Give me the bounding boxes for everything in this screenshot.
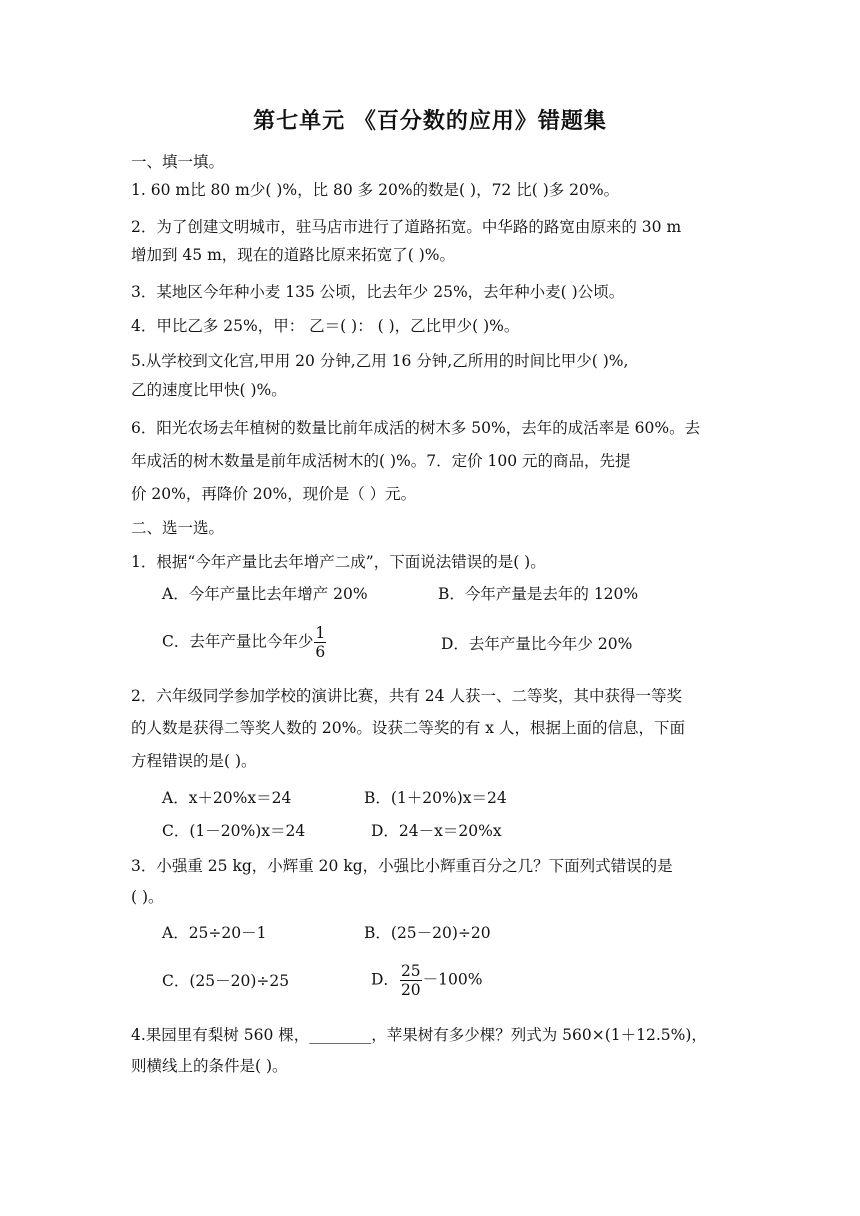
fill-question-1: 1. 60 m比 80 m少( )%，比 80 多 20%的数是( )，72 比( )多 20%。 (131, 181, 620, 199)
choice-question-2-line3: 方程错误的是( )。 (131, 752, 257, 770)
choice-3-option-d (371, 962, 483, 999)
choice-2-option-d: D．24－x＝20%x (371, 822, 502, 840)
choice-3-option-c: C．(25－20)÷25 (162, 972, 290, 990)
choice-1-option-d: D．去年产量比今年少 20% (441, 635, 633, 653)
choice-question-3-line2: ( )。 (131, 888, 164, 906)
choice-1-option-c-text: C．去年产量比今年少 (162, 632, 314, 651)
fraction-numerator: 25 (400, 962, 421, 980)
choice-question-4-line2: 则横线上的条件是( )。 (131, 1057, 288, 1075)
choice-1-option-b: B．今年产量是去年的 120% (438, 585, 639, 603)
choice-2-option-a: A．x＋20%x＝24 (162, 789, 292, 807)
fill-question-2-line2: 增加到 45 m，现在的道路比原来拓宽了( )%。 (131, 246, 456, 264)
fill-question-4: 4．甲比乙多 25%，甲： 乙＝( )： ( )，乙比甲少( )%。 (131, 317, 520, 335)
choice-1-option-c (162, 624, 327, 661)
fill-question-5-line1: 5.从学校到文化宫,甲用 20 分钟,乙用 16 分钟,乙所用的时间比甲少( )%, (131, 352, 629, 370)
choice-question-4-line1: 4.果园里有梨树 560 棵，________，苹果树有多少棵？列式为 560×(1＋12.5%)， (131, 1026, 707, 1044)
fraction-25-over-20 (400, 962, 422, 999)
fraction-numerator: 1 (315, 624, 326, 642)
fill-question-5-line2: 乙的速度比甲快( )%。 (131, 381, 287, 399)
choice-2-option-c: C．(1－20%)x＝24 (162, 822, 306, 840)
choice-3-option-d-tail: －100% (422, 970, 483, 989)
fill-question-3: 3．某地区今年种小麦 135 公顷，比去年少 25%，去年种小麦( )公顷。 (131, 283, 625, 301)
choice-3-option-a: A．25÷20－1 (162, 924, 267, 942)
choice-question-3-line1: 3．小强重 25 kg，小辉重 20 kg，小强比小辉重百分之几？下面列式错误的是 (131, 857, 673, 875)
choice-3-option-b: B．(25－20)÷20 (364, 924, 491, 942)
fill-question-6-line1: 6．阳光农场去年植树的数量比前年成活的树木多 50%，去年的成活率是 60%。去 (131, 419, 701, 437)
fill-question-6-line3: 价 20%，再降价 20%，现价是（ ）元。 (131, 485, 417, 503)
fraction-one-sixth (314, 624, 326, 661)
choice-question-2-line2: 的人数是获得二等奖人数的 20%。设获二等奖的有 x 人，根据上面的信息，下面 (131, 719, 685, 737)
choice-3-option-d-label: D． (371, 970, 399, 989)
choice-question-1: 1．根据“今年产量比去年增产二成”，下面说法错误的是( )。 (131, 553, 546, 571)
page-title: 第七单元 《百分数的应用》错题集 (253, 108, 607, 134)
choice-question-2-line1: 2．六年级同学参加学校的演讲比赛，共有 24 人获一、二等奖，其中获得一等奖 (131, 687, 682, 705)
choice-2-option-b: B．(1＋20%)x＝24 (364, 789, 507, 807)
fill-question-2-line1: 2．为了创建文明城市，驻马店市进行了道路拓宽。中华路的路宽由原来的 30 m (131, 218, 682, 236)
section-fill-heading: 一、填一填。 (131, 153, 225, 171)
section-choice-heading: 二、选一选。 (131, 519, 225, 537)
choice-1-option-a: A．今年产量比去年增产 20% (162, 585, 368, 603)
fraction-denominator: 20 (400, 981, 421, 999)
fraction-denominator: 6 (315, 643, 326, 661)
fill-question-6-line2: 年成活的树木数量是前年成活树木的( )%。7．定价 100 元的商品，先提 (131, 452, 631, 470)
